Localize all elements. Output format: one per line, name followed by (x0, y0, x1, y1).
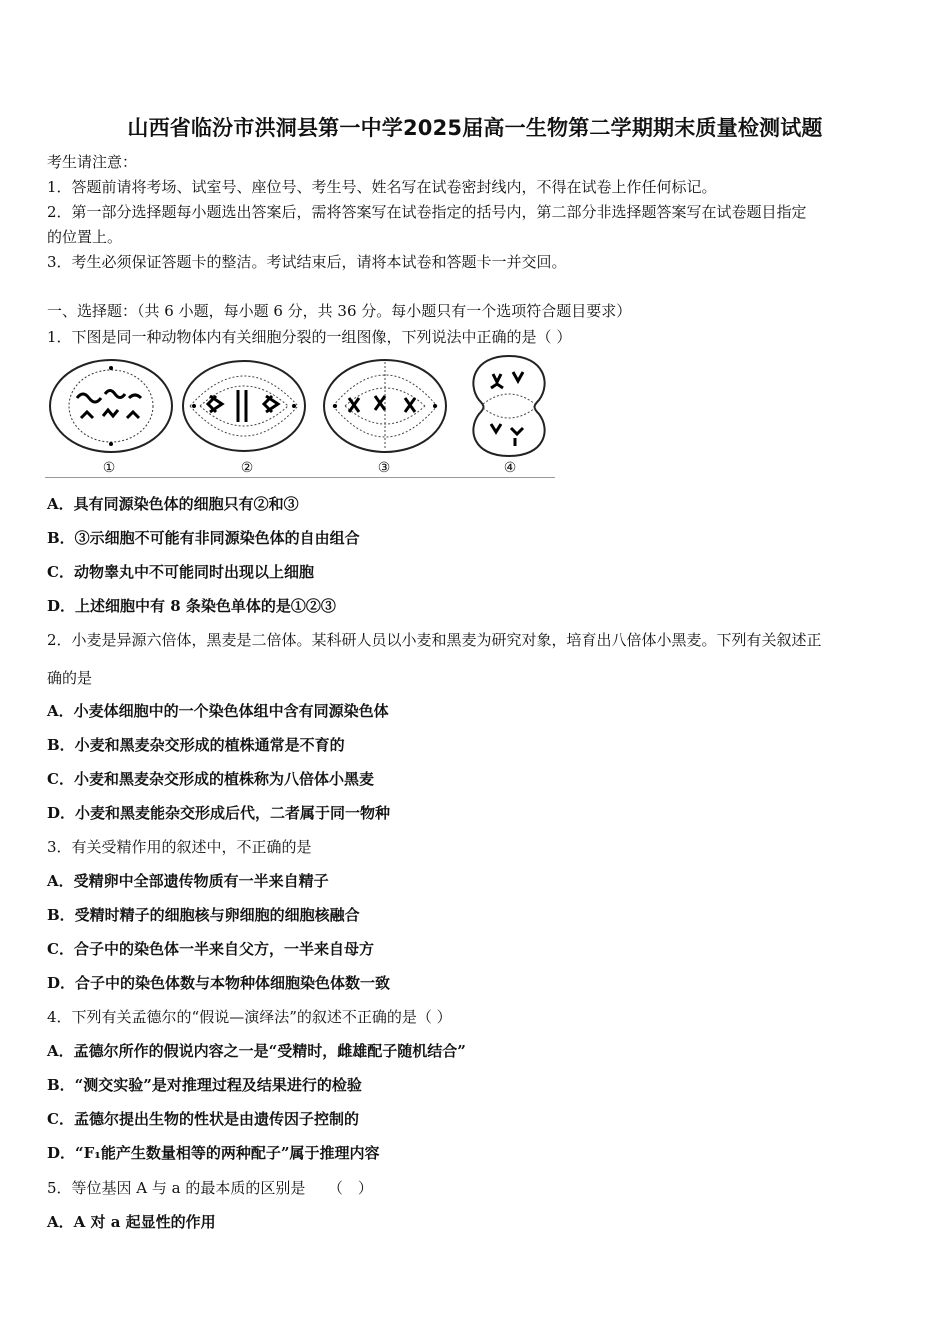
cell-label-1: ① (102, 460, 116, 476)
q4-option-d: D．“F₁能产生数量相等的两种配子”属于推理内容 (47, 1144, 380, 1162)
q2-option-c: C．小麦和黑麦杂交形成的植株称为八倍体小黑麦 (47, 770, 374, 788)
question-5-stem: 5．等位基因 A 与 a 的最本质的区别是 （ ） (47, 1179, 373, 1197)
q3-option-d: D．合子中的染色体数与本物种体细胞染色体数一致 (47, 974, 391, 992)
cell-division-figure (45, 354, 555, 480)
q1-option-a: A．具有同源染色体的细胞只有②和③ (47, 495, 299, 513)
q2-option-a: A．小麦体细胞中的一个染色体组中含有同源染色体 (47, 702, 389, 720)
question-2-stem-cont: 确的是 (47, 669, 93, 687)
cell-label-2: ② (240, 460, 254, 476)
question-2-stem: 2．小麦是异源六倍体，黑麦是二倍体。某科研人员以小麦和黑麦为研究对象，培育出八倍体小黑麦。下列有关叙述正 (47, 631, 822, 649)
notice-heading: 考生请注意： (47, 153, 138, 171)
notice-item-2: 2．第一部分选择题每小题选出答案后，需将答案写在试卷指定的括号内，第二部分非选择题答案写在试卷题目指定 (47, 203, 807, 221)
q3-option-a: A．受精卵中全部遗传物质有一半来自精子 (47, 872, 329, 890)
q2-option-b: B．小麦和黑麦杂交形成的植株通常是不育的 (47, 736, 345, 754)
q1-option-b: B．③示细胞不可能有非同源染色体的自由组合 (47, 529, 360, 547)
question-1-stem: 1．下图是同一种动物体内有关细胞分裂的一组图像，下列说法中正确的是（ ） (47, 328, 572, 346)
section-heading: 一、选择题：（共 6 小题，每小题 6 分，共 36 分。每小题只有一个选项符合题目要求） (47, 302, 632, 320)
cell-label-3: ③ (377, 460, 391, 476)
cell-label-4: ④ (503, 460, 517, 476)
page-title: 山西省临汾市洪洞县第一中学2025届高一生物第二学期期末质量检测试题 (127, 116, 823, 140)
q3-option-b: B．受精时精子的细胞核与卵细胞的细胞核融合 (47, 906, 360, 924)
q3-option-c: C．合子中的染色体一半来自父方，一半来自母方 (47, 940, 374, 958)
q4-option-c: C．孟德尔提出生物的性状是由遗传因子控制的 (47, 1110, 359, 1128)
figure-bottom-rule (45, 477, 555, 478)
notice-item-3: 3．考生必须保证答题卡的整洁。考试结束后，请将本试卷和答题卡一并交回。 (47, 253, 567, 271)
q1-option-c: C．动物睾丸中不可能同时出现以上细胞 (47, 563, 314, 581)
notice-item-2-cont: 的位置上。 (47, 228, 123, 246)
question-4-stem: 4．下列有关孟德尔的“假说—演绎法”的叙述不正确的是（ ） (47, 1008, 452, 1026)
q1-option-d: D．上述细胞中有 8 条染色单体的是①②③ (47, 597, 336, 615)
q5-option-a: A．A 对 a 起显性的作用 (47, 1213, 216, 1231)
cell-diagram-2 (180, 356, 308, 456)
q4-option-b: B．“测交实验”是对推理过程及结果进行的检验 (47, 1076, 362, 1094)
cell-diagram-4 (463, 354, 555, 458)
q4-option-a: A．孟德尔所作的假说内容之一是“受精时，雌雄配子随机结合” (47, 1042, 466, 1060)
cell-diagram-1 (47, 356, 175, 456)
q2-option-d: D．小麦和黑麦能杂交形成后代，二者属于同一物种 (47, 804, 391, 822)
cell-diagram-3 (321, 356, 449, 456)
question-3-stem: 3．有关受精作用的叙述中，不正确的是 (47, 838, 312, 856)
notice-item-1: 1．答题前请将考场、试室号、座位号、考生号、姓名写在试卷密封线内，不得在试卷上作任何标记。 (47, 178, 717, 196)
